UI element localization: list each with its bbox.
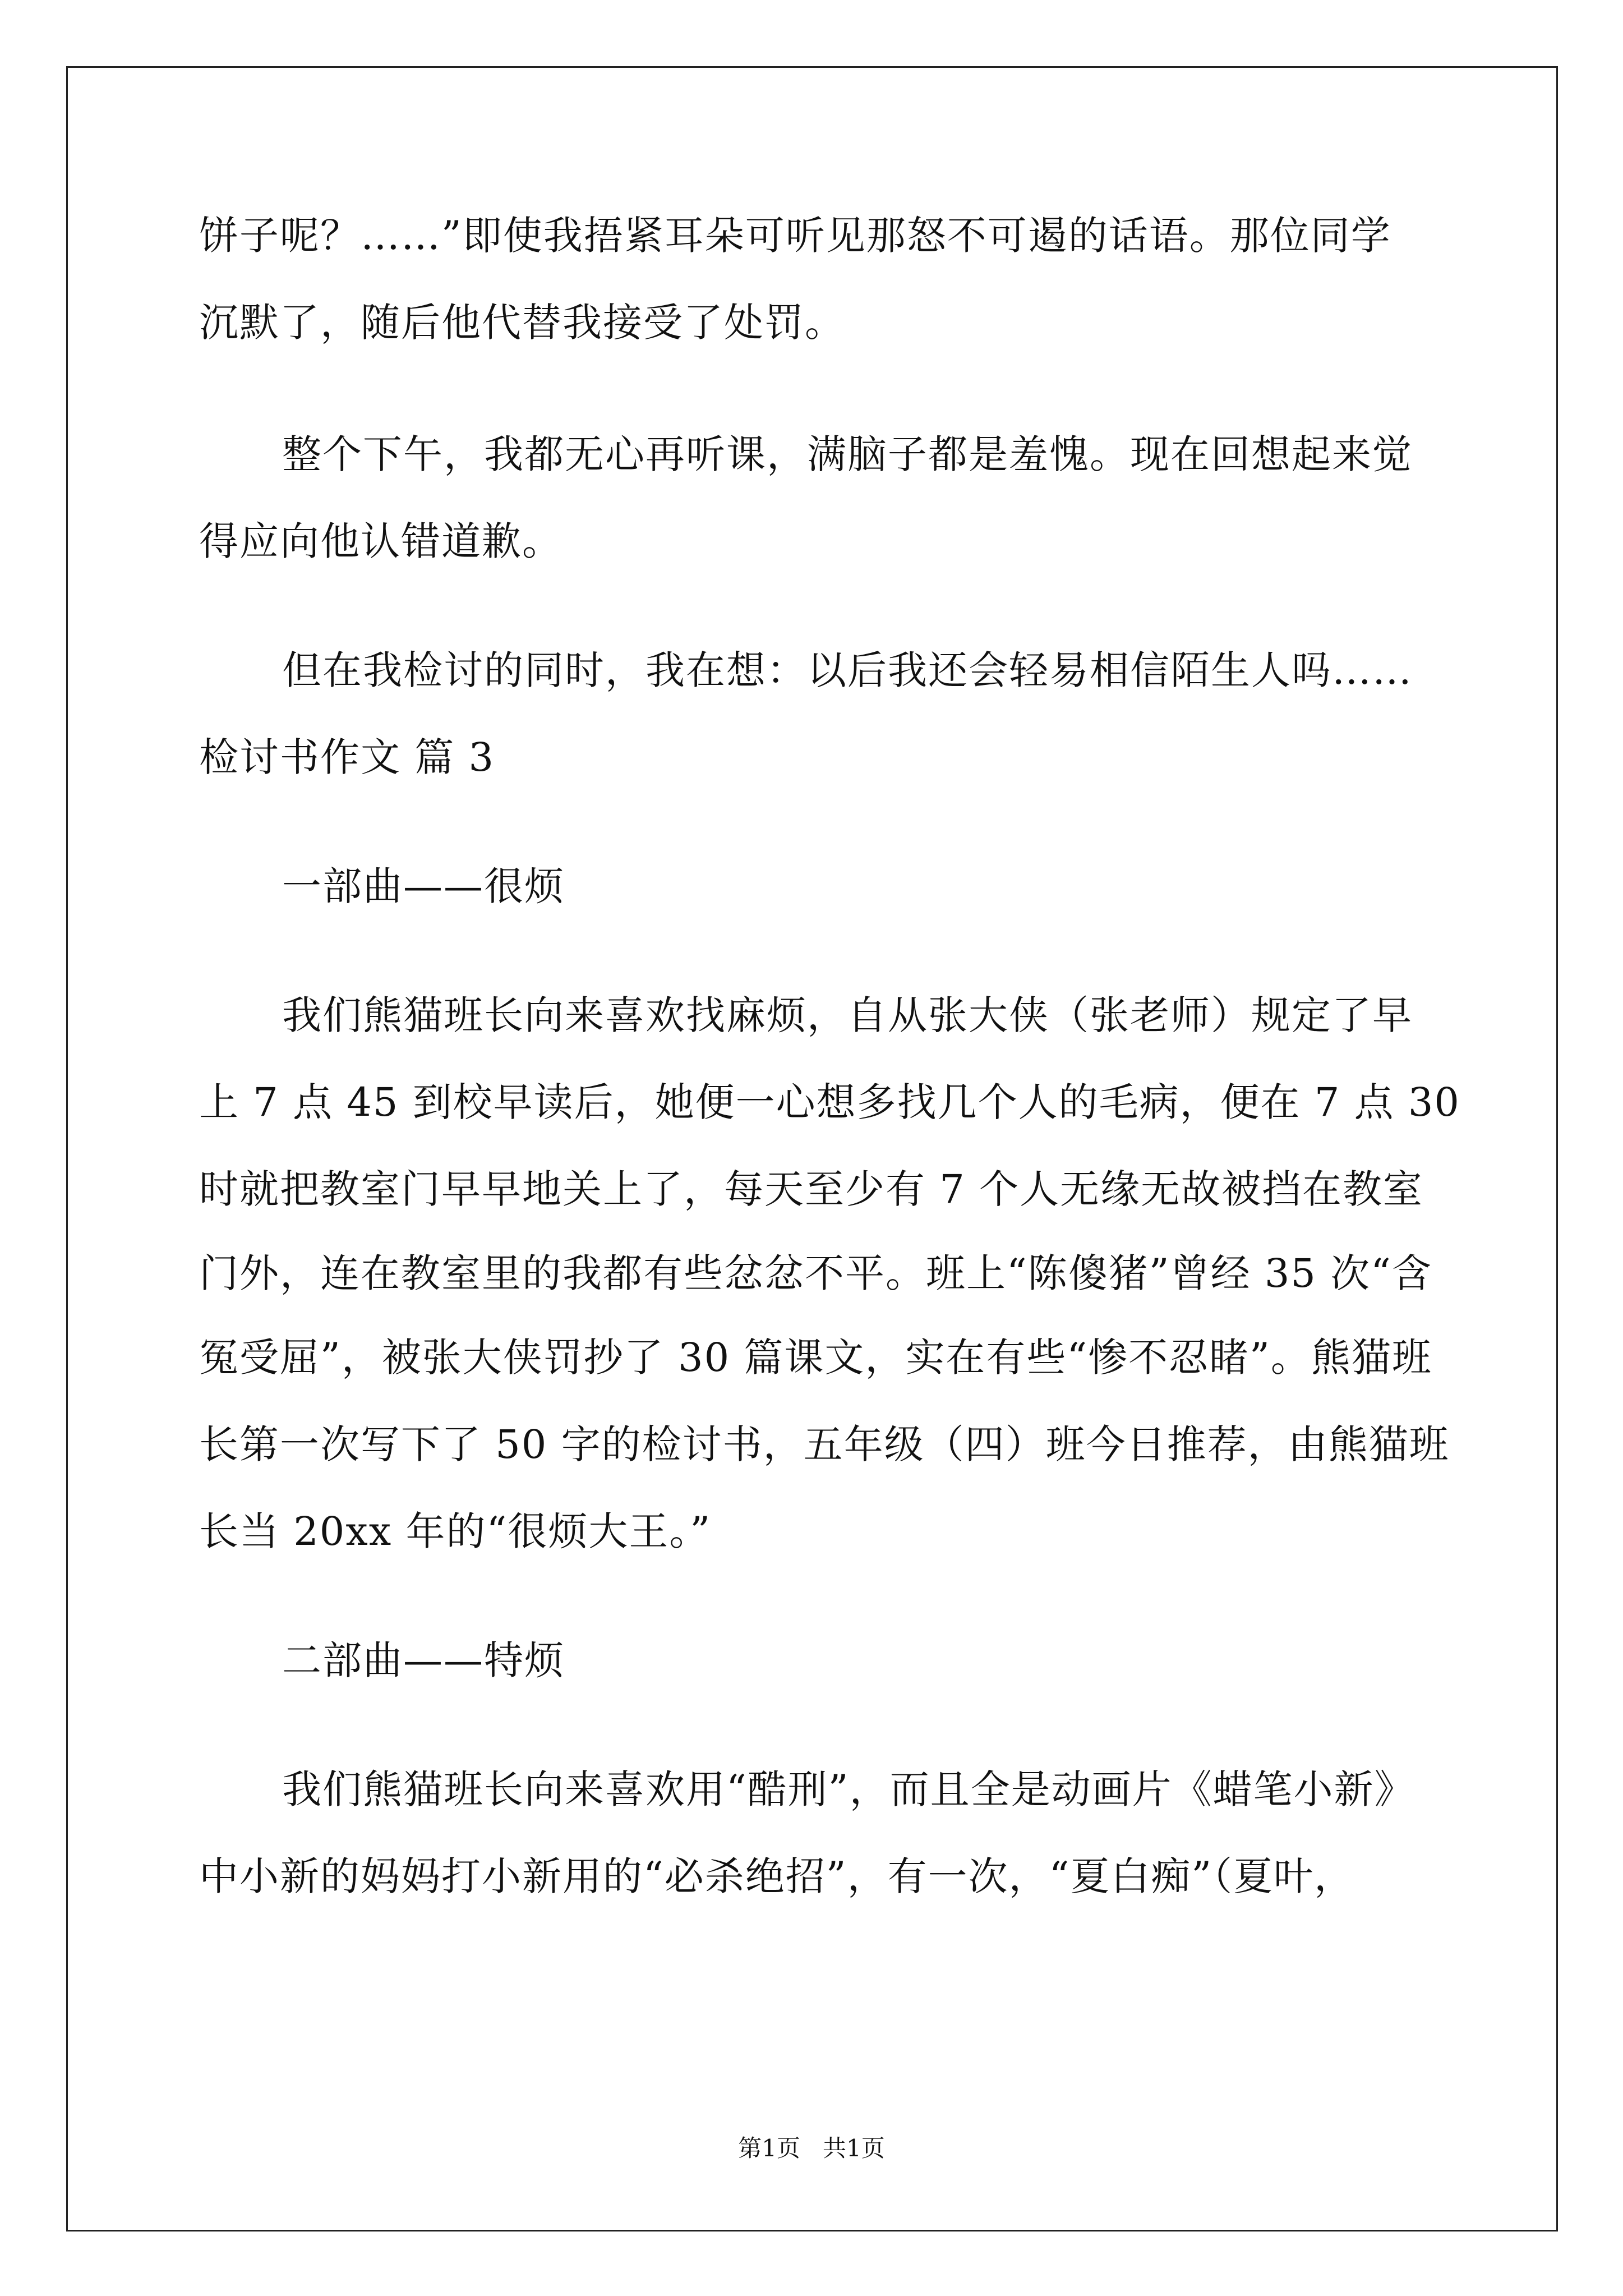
paragraph-line: 饼子呢？……”即使我捂紧耳朵可听见那怒不可遏的话语。那位同学: [199, 213, 1391, 259]
page-footer: 第1页 共1页: [738, 2134, 885, 2162]
paragraph-line: 冤受屈”，被张大侠罚抄了 30 篇课文，实在有些“惨不忍睹”。熊猫班: [199, 1335, 1432, 1381]
paragraph-line: 得应向他认错道歉。: [199, 518, 562, 564]
subsection-heading: 二部曲——特烦: [282, 1637, 565, 1683]
paragraph-line: 中小新的妈妈打小新用的“必杀绝招”，有一次，“夏白痴”（夏叶，: [199, 1853, 1355, 1899]
paragraph-line: 沉默了，随后他代替我接受了处罚。: [199, 300, 845, 346]
paragraph-line: 时就把教室门早早地关上了，每天至少有 7 个人无缘无故被挡在教室: [199, 1166, 1424, 1212]
section-heading: 检讨书作文 篇 3: [199, 734, 495, 780]
paragraph-line: 长第一次写下了 50 字的检讨书，五年级（四）班今日推荐，由熊猫班: [199, 1421, 1450, 1467]
paragraph-line: 门外，连在教室里的我都有些忿忿不平。班上“陈傻猪”曾经 35 次“含: [199, 1250, 1432, 1296]
subsection-heading: 一部曲——很烦: [282, 863, 565, 909]
paragraph-line: 长当 20xx 年的“很烦大王。”: [199, 1508, 712, 1554]
paragraph-line: 我们熊猫班长向来喜欢用“酷刑”，而且全是动画片《蜡笔小新》: [282, 1766, 1415, 1812]
paragraph-line: 上 7 点 45 到校早读后，她便一心想多找几个人的毛病，便在 7 点 30: [199, 1079, 1460, 1125]
paragraph-line: 但在我检讨的同时，我在想：以后我还会轻易相信陌生人吗……: [282, 647, 1413, 693]
page-border: [66, 66, 1558, 2231]
paragraph-line: 整个下午，我都无心再听课，满脑子都是羞愧。现在回想起来觉: [282, 431, 1413, 477]
paragraph-line: 我们熊猫班长向来喜欢找麻烦，自从张大侠（张老师）规定了早: [282, 992, 1413, 1038]
